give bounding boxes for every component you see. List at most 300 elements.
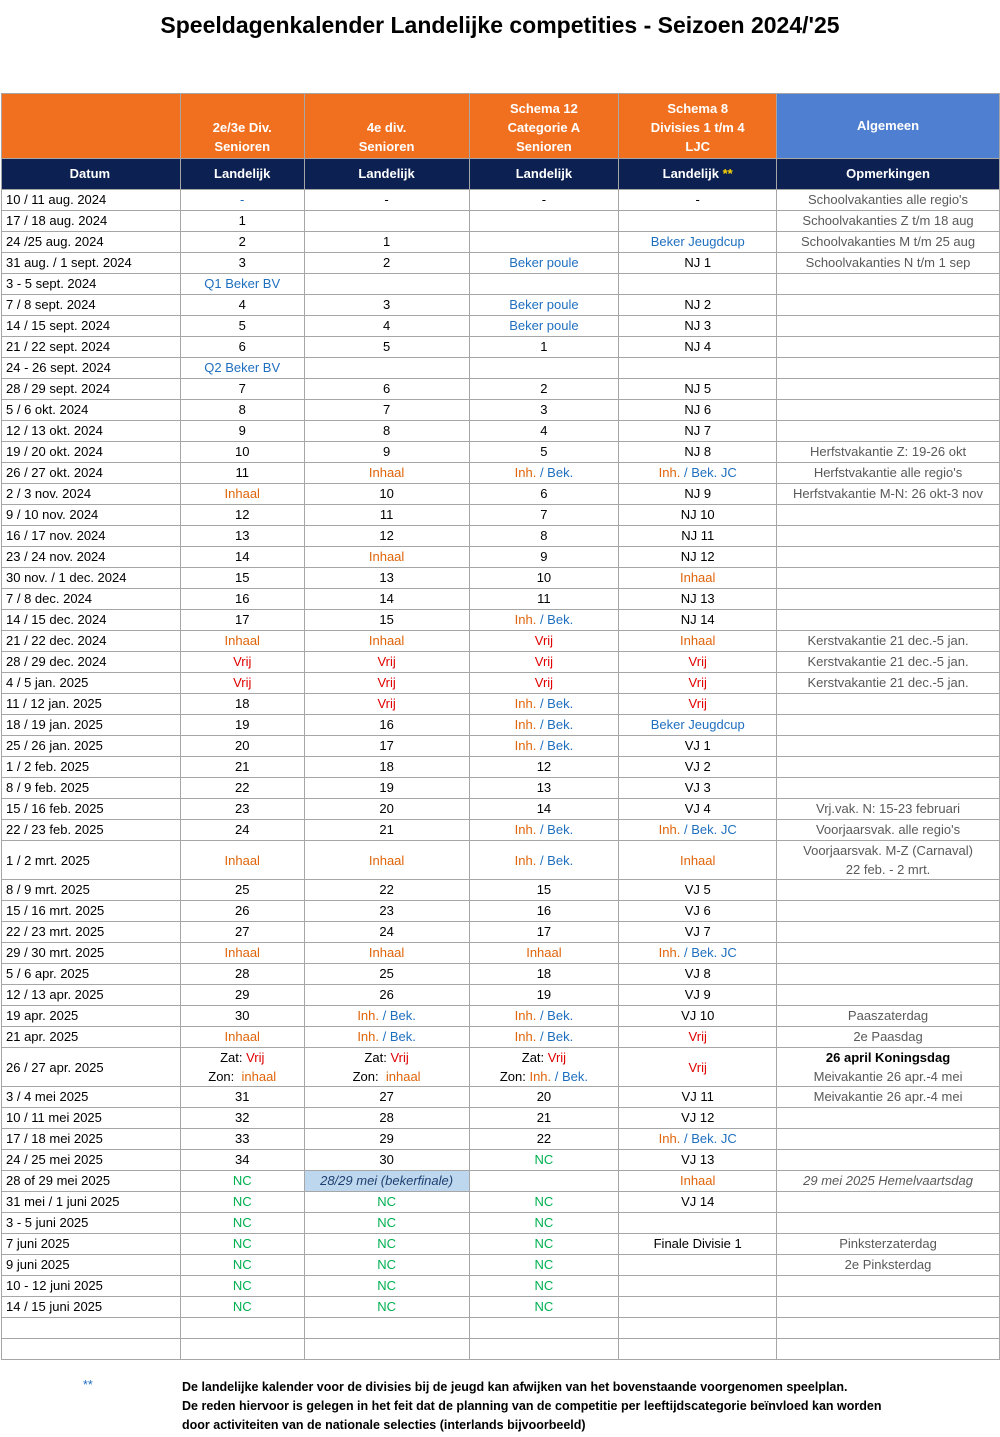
cell-text: Inhaal	[224, 633, 260, 648]
cell-text: VJ 11	[681, 1089, 714, 1104]
table-row	[2, 901, 1000, 922]
cell-line	[684, 318, 711, 333]
cell-text: NC	[534, 1152, 554, 1167]
col-2e3e-cell	[180, 379, 304, 400]
col-4e-cell	[304, 337, 469, 358]
col-schema8-cell	[619, 922, 777, 943]
col-4e-cell	[304, 694, 469, 715]
date-cell	[2, 274, 181, 295]
cell-line	[537, 1131, 551, 1146]
cell-line	[379, 882, 393, 897]
cell-line	[233, 1278, 252, 1293]
col-2e3e-cell	[180, 1297, 304, 1318]
col-4e-cell	[304, 652, 469, 673]
col-schema8-cell	[619, 442, 777, 463]
col-4e-cell	[304, 379, 469, 400]
table-row	[2, 568, 1000, 589]
cell-text: 17	[234, 612, 250, 627]
date-cell	[2, 1150, 181, 1171]
col-4e-cell	[304, 1276, 469, 1297]
col-schema8-cell	[619, 274, 777, 295]
col-4e-cell	[304, 316, 469, 337]
table-row	[2, 841, 1000, 880]
cell-text: NC	[377, 1215, 396, 1230]
col-2e3e-cell	[180, 841, 304, 880]
cell-line	[379, 486, 393, 501]
cell-line	[535, 654, 553, 669]
cell-text: Inhaal	[368, 465, 405, 480]
col-schema8-cell	[619, 673, 777, 694]
cell-text: Vrij	[246, 1050, 265, 1065]
col-schema8-cell	[619, 1318, 777, 1339]
cell-line	[540, 528, 547, 543]
cell-text: 22 feb. - 2 mrt.	[845, 862, 931, 877]
cell-text: -	[240, 192, 245, 207]
cell-text: Schoolvakanties M t/m 25 aug	[800, 234, 976, 249]
cell-line	[659, 1131, 737, 1146]
cell-line	[540, 339, 547, 354]
cell-text: 27	[379, 1089, 394, 1104]
col-schema12-cell	[469, 757, 619, 778]
cell-text: 6	[382, 381, 391, 396]
cell-line	[807, 633, 968, 648]
cell-text: NC	[377, 1236, 396, 1251]
header-cell-col2	[304, 94, 469, 159]
col-schema8-cell	[619, 253, 777, 274]
cell-text: 16	[379, 717, 394, 732]
col-schema12-cell	[469, 799, 619, 820]
date-cell	[2, 715, 181, 736]
cell-text: Inh.	[514, 738, 537, 753]
header-cell-col1	[180, 94, 304, 159]
col-schema8-cell	[619, 1006, 777, 1027]
cell-line	[235, 528, 249, 543]
col-4e-cell	[304, 1192, 469, 1213]
col-schema12-cell	[469, 1129, 619, 1150]
table-row	[2, 964, 1000, 985]
col-schema12-cell	[469, 820, 619, 841]
cell-text: Beker poule	[509, 318, 579, 333]
cell-line	[377, 1257, 396, 1272]
cell-text: Schoolvakanties N t/m 1 sep	[805, 255, 971, 270]
cell-line	[779, 1067, 997, 1086]
date-cell	[2, 901, 181, 922]
cell-text: Vrij	[534, 633, 554, 648]
cell-text: / Bek.	[536, 738, 574, 753]
table-row	[2, 673, 1000, 694]
cell-line	[379, 801, 393, 816]
cell-text: 26	[379, 987, 394, 1002]
header-stars: **	[722, 166, 733, 181]
remarks-cell	[777, 379, 1000, 400]
date-label: 22 / 23 feb. 2025	[6, 822, 104, 837]
cell-text: Vrij	[688, 696, 707, 711]
cell-line	[183, 1048, 302, 1067]
date-cell	[2, 337, 181, 358]
date-cell	[2, 1234, 181, 1255]
cell-text: Inhaal	[679, 633, 716, 648]
col-2e3e-cell	[180, 610, 304, 631]
cell-line	[239, 318, 246, 333]
cell-line	[803, 1173, 973, 1188]
col-schema8-cell	[619, 757, 777, 778]
col-4e-cell	[304, 757, 469, 778]
cell-text: 30	[379, 1152, 394, 1167]
cell-line	[540, 402, 547, 417]
table-row	[2, 1150, 1000, 1171]
col-2e3e-cell	[180, 1192, 304, 1213]
cell-text: NC	[232, 1236, 252, 1251]
cell-text: Zat:	[220, 1050, 247, 1065]
cell-text: VJ 14	[681, 1194, 715, 1209]
cell-line	[651, 717, 745, 732]
table-row	[2, 1192, 1000, 1213]
cell-text: 2	[238, 234, 246, 249]
cell-line	[684, 486, 711, 501]
cell-text: 9	[238, 423, 246, 438]
cell-text: Vrij	[688, 654, 707, 669]
col-schema8-cell	[619, 652, 777, 673]
remarks-cell	[777, 1048, 1000, 1087]
cell-line	[685, 966, 711, 981]
date-label: 7 / 8 dec. 2024	[6, 591, 93, 606]
col-schema12-cell	[469, 1027, 619, 1048]
col-2e3e-cell	[180, 568, 304, 589]
header-line: Senioren	[214, 139, 271, 154]
cell-text: VJ 2	[684, 759, 711, 774]
cell-text: 2e Paasdag	[853, 1029, 923, 1044]
table-row	[2, 652, 1000, 673]
cell-text: NJ 11	[681, 528, 715, 543]
cell-line	[233, 1194, 252, 1209]
cell-line	[685, 882, 711, 897]
cell-text: NJ 9	[684, 486, 712, 501]
cell-text: 21	[536, 1110, 552, 1125]
col-schema12-cell	[469, 379, 619, 400]
cell-text: Inh.	[357, 1029, 379, 1044]
cell-line	[233, 1257, 252, 1272]
col-schema8-cell	[619, 841, 777, 880]
cell-line	[685, 738, 711, 753]
col-schema8-cell	[619, 358, 777, 379]
cell-line	[515, 738, 574, 753]
cell-line	[802, 213, 973, 228]
col-schema12-cell	[469, 421, 619, 442]
col-2e3e-cell	[180, 757, 304, 778]
cell-line	[540, 381, 547, 396]
cell-text: 8	[540, 528, 548, 543]
col-2e3e-cell	[180, 943, 304, 964]
col-schema12-cell	[469, 211, 619, 232]
cell-line	[540, 486, 547, 501]
cell-line	[307, 1067, 467, 1086]
cell-line	[685, 801, 711, 816]
cell-line	[685, 759, 711, 774]
cell-line	[654, 1236, 742, 1251]
cell-text: 26 april Koningsdag	[825, 1050, 951, 1065]
col-4e-cell	[304, 1108, 469, 1129]
cell-text: VJ 12	[681, 1110, 715, 1125]
cell-text: Vrij	[688, 1029, 707, 1044]
cell-line	[681, 549, 715, 564]
date-label: 14 / 15 sept. 2024	[6, 318, 111, 333]
table-row	[2, 526, 1000, 547]
cell-line	[383, 339, 390, 354]
cell-text: 18	[379, 759, 394, 774]
col-2e3e-cell	[180, 736, 304, 757]
cell-line	[839, 1236, 937, 1251]
table-row	[2, 1129, 1000, 1150]
cell-line	[240, 192, 244, 207]
date-label: 1 / 2 mrt. 2025	[6, 852, 90, 868]
cell-line	[235, 903, 249, 918]
date-cell	[2, 190, 181, 211]
footnote-line: door activiteiten van de nationale selecties (interlands bijvoorbeeld)	[182, 1418, 586, 1432]
table-row	[2, 547, 1000, 568]
cell-text: 29	[234, 987, 250, 1002]
cell-line	[684, 423, 711, 438]
cell-text: Finale Divisie 1	[653, 1236, 742, 1251]
cell-text: 19	[379, 780, 394, 795]
cell-text: NJ 13	[680, 591, 715, 606]
col-schema12-cell	[469, 901, 619, 922]
col-schema8-cell	[619, 232, 777, 253]
col-schema12-cell	[469, 943, 619, 964]
cell-line	[307, 1048, 467, 1067]
col-2e3e-cell	[180, 880, 304, 901]
col-schema8-cell	[619, 1087, 777, 1108]
cell-text: NC	[377, 1299, 396, 1314]
date-label: 24 /25 aug. 2024	[6, 234, 104, 249]
cell-line	[540, 444, 547, 459]
cell-line	[537, 801, 551, 816]
col-schema8-cell	[619, 985, 777, 1006]
col-schema12-cell	[469, 1276, 619, 1297]
cell-line	[235, 780, 249, 795]
cell-text: 5	[540, 444, 548, 459]
col-schema12-cell	[469, 1171, 619, 1192]
cell-line	[848, 1008, 928, 1023]
cell-text: 14	[379, 591, 394, 606]
cell-line	[377, 1236, 396, 1251]
remarks-cell	[777, 694, 1000, 715]
cell-text: / Bek.	[551, 1069, 588, 1084]
col-2e3e-cell	[180, 526, 304, 547]
date-cell	[2, 985, 181, 1006]
col-4e-cell	[304, 964, 469, 985]
cell-text: Inh.	[514, 696, 537, 711]
remarks-cell	[777, 1318, 1000, 1339]
col-2e3e-cell	[180, 358, 304, 379]
cell-text: Pinksterzaterdag	[839, 1236, 937, 1251]
cell-line	[235, 882, 249, 897]
cell-text: 24	[379, 924, 394, 939]
remarks-cell	[777, 631, 1000, 652]
col-2e3e-cell	[180, 694, 304, 715]
cell-text: 13	[234, 528, 250, 543]
cell-text: Herfstvakantie Z: 19-26 okt	[810, 444, 967, 459]
date-label: 29 / 30 mrt. 2025	[6, 945, 105, 960]
page-title: Speeldagenkalender Landelijke competities - Seizoen 2024/'25	[160, 12, 840, 38]
col-schema8-cell	[619, 1213, 777, 1234]
col-schema12-cell	[469, 505, 619, 526]
cell-line	[379, 1110, 393, 1125]
cell-text: Inh.	[514, 822, 537, 837]
cell-text: Vrij	[390, 1050, 409, 1065]
date-label: 3 - 5 juni 2025	[6, 1215, 89, 1230]
table-row	[2, 316, 1000, 337]
cell-text: 3	[382, 297, 391, 312]
col-schema12-cell	[469, 610, 619, 631]
cell-line	[239, 213, 246, 228]
table-row	[2, 631, 1000, 652]
cell-text: 1	[382, 234, 391, 249]
cell-line	[472, 1048, 617, 1067]
cell-text: Inh.	[658, 822, 681, 837]
cell-line	[659, 822, 737, 837]
cell-text: NJ 10	[680, 507, 715, 522]
date-label: 3 / 4 mei 2025	[6, 1089, 89, 1104]
col-4e-cell	[304, 526, 469, 547]
date-label: 21 / 22 sept. 2024	[6, 339, 111, 354]
col-4e-cell	[304, 568, 469, 589]
cell-line	[509, 297, 578, 312]
cell-line	[540, 507, 547, 522]
cell-text: 5	[238, 318, 246, 333]
cell-line	[239, 402, 246, 417]
col-2e3e-cell	[180, 505, 304, 526]
col-4e-cell	[304, 1297, 469, 1318]
col-schema8-cell	[619, 1276, 777, 1297]
col-schema12-cell	[469, 1339, 619, 1360]
remarks-cell	[777, 1192, 1000, 1213]
cell-text: 14	[234, 549, 250, 564]
table-row	[2, 274, 1000, 295]
header-landelijk: Landelijk	[304, 159, 469, 190]
cell-line	[383, 255, 390, 270]
cell-text: 27	[234, 924, 250, 939]
remarks-cell	[777, 316, 1000, 337]
cell-line	[379, 717, 393, 732]
cell-text: VJ 6	[684, 903, 711, 918]
footnote-line: De landelijke kalender voor de divisies bij de jeugd kan afwijken van het bovenstaande voorgenomen speelplan.	[182, 1380, 848, 1394]
date-cell	[2, 736, 181, 757]
cell-text: 12	[536, 759, 552, 774]
cell-text: / Bek.	[379, 1008, 416, 1023]
cell-line	[383, 444, 390, 459]
cell-line	[380, 507, 394, 522]
col-schema8-cell	[619, 337, 777, 358]
remarks-cell	[777, 964, 1000, 985]
cell-text: 9	[382, 444, 391, 459]
cell-text: 22	[234, 780, 250, 795]
date-cell	[2, 964, 181, 985]
cell-line	[204, 276, 280, 291]
col-schema8-cell	[619, 1048, 777, 1087]
remarks-cell	[777, 211, 1000, 232]
cell-text: Inh.	[514, 1008, 537, 1023]
remarks-cell	[777, 736, 1000, 757]
date-cell	[2, 232, 181, 253]
cell-text: 23	[234, 801, 250, 816]
cell-line	[801, 234, 975, 249]
header-line: LJC	[685, 139, 710, 154]
col-2e3e-cell	[180, 421, 304, 442]
col-2e3e-cell	[180, 400, 304, 421]
date-label: 12 / 13 apr. 2025	[6, 987, 104, 1002]
remarks-cell	[777, 820, 1000, 841]
cell-line	[377, 1278, 396, 1293]
col-schema12-cell	[469, 274, 619, 295]
col-2e3e-cell	[180, 1213, 304, 1234]
col-schema12-cell	[469, 358, 619, 379]
cell-line	[535, 675, 553, 690]
cell-line	[235, 987, 249, 1002]
cell-line	[235, 549, 249, 564]
remarks-cell	[777, 757, 1000, 778]
header-line: Divisies 1 t/m 4	[650, 120, 745, 135]
date-cell	[2, 526, 181, 547]
remarks-cell	[777, 337, 1000, 358]
col-4e-cell	[304, 631, 469, 652]
cell-text: Inh.	[529, 1069, 552, 1084]
col-4e-cell	[304, 505, 469, 526]
cell-text: Zon:	[499, 1069, 530, 1084]
cell-line	[685, 987, 711, 1002]
cell-line	[685, 780, 711, 795]
cell-line	[235, 717, 249, 732]
col-2e3e-cell	[180, 1171, 304, 1192]
col-schema8-cell	[619, 901, 777, 922]
date-cell	[2, 379, 181, 400]
cell-line	[377, 1215, 396, 1230]
cell-line	[681, 507, 715, 522]
cell-text: VJ 5	[684, 882, 711, 897]
col-2e3e-cell	[180, 820, 304, 841]
header-row-top	[2, 94, 1000, 159]
col-schema12-cell	[469, 736, 619, 757]
cell-text: Inhaal	[224, 852, 260, 868]
remarks-cell	[777, 1006, 1000, 1027]
cell-line	[369, 853, 404, 868]
cell-line	[379, 612, 393, 627]
col-schema8-cell	[619, 190, 777, 211]
cell-line	[535, 1152, 554, 1167]
table-row	[2, 1276, 1000, 1297]
date-cell	[2, 1318, 181, 1339]
date-cell	[2, 316, 181, 337]
col-2e3e-cell	[180, 232, 304, 253]
cell-line	[239, 381, 246, 396]
cell-text: Vrj.vak. N: 15-23 februari	[816, 801, 961, 816]
cell-line	[684, 339, 711, 354]
col-schema12-cell	[469, 442, 619, 463]
col-2e3e-cell	[180, 1006, 304, 1027]
cell-line	[681, 1152, 714, 1167]
cell-text: 2	[540, 381, 548, 396]
date-label: 28 of 29 mei 2025	[6, 1173, 111, 1188]
col-schema12-cell	[469, 463, 619, 484]
cell-text: Inh.	[658, 945, 681, 960]
date-cell	[2, 631, 181, 652]
header-landelijk-label: Landelijk	[662, 166, 719, 181]
date-label: 19 apr. 2025	[6, 1008, 79, 1023]
cell-text: inhaal	[385, 1069, 421, 1084]
cell-text: -	[384, 192, 389, 207]
remarks-cell	[777, 1213, 1000, 1234]
cell-text: NC	[534, 1299, 554, 1314]
table-row	[2, 1087, 1000, 1108]
